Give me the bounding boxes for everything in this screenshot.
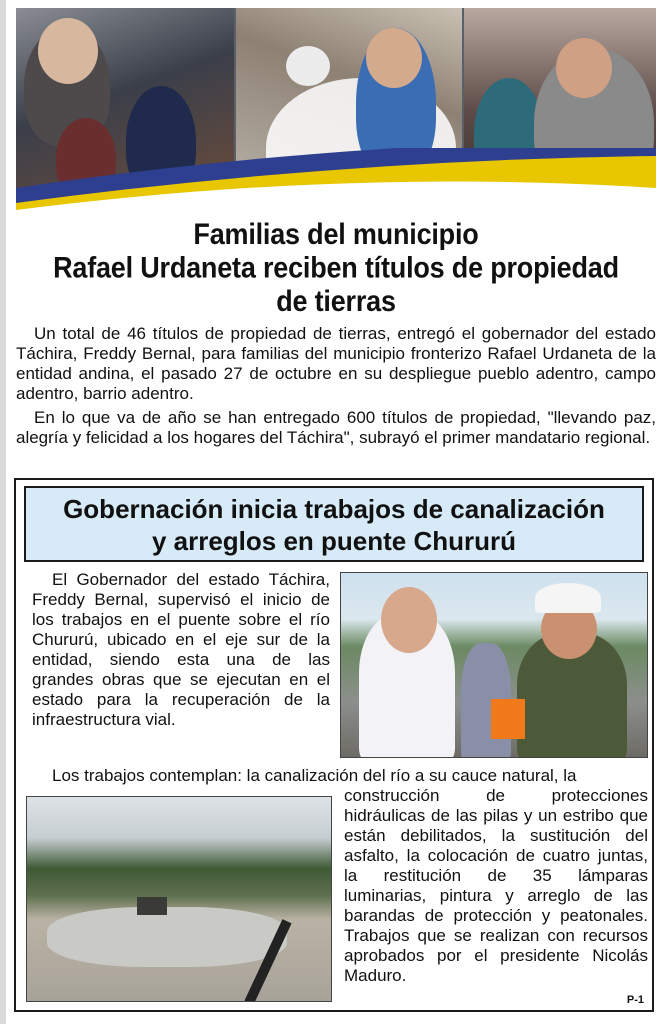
photo-banner: [16, 8, 656, 214]
article-title: [16, 218, 656, 318]
bridge-paragraph-1: [32, 570, 330, 730]
banner-swoosh: [16, 148, 656, 214]
photo-figure: [381, 587, 437, 653]
excavator-shape: [137, 897, 167, 915]
photo-figure: [286, 46, 330, 86]
page-edge: [0, 0, 6, 1024]
bridge-paragraph-2-start: Los trabajos contemplan: la canalización del río a su cauce natural, la: [52, 766, 577, 785]
bridge-paragraph-2-rest: construcción de protecciones hidráulicas de las pilas y un estribo que están debilitados, la sustitución del asfalto, la colocación de cuatro juntas, la restitución de 35 lámparas luminarias, pintura y arreglo de las barandas de protección y peatonales. Trabajos que se realizan con recursos aprobados por el presidente Nicolás Maduro.: [344, 786, 648, 985]
helmet-shape: [535, 583, 601, 613]
page-number: P-1: [626, 994, 644, 1006]
photo-river-works: [26, 796, 332, 1002]
paragraph: Un total de 46 títulos de propiedad de tierras, entregó el gobernador del estado Táchira, Freddy Bernal, para familias del municipio fronterizo Rafael Urdaneta de la entidad andina, el pasado 27 de octubre en su despliegue pueblo adentro, campo adentro, barrio adentro.: [16, 324, 656, 403]
photo-figure: [366, 28, 422, 88]
title-line: Rafael Urdaneta reciben títulos de propiedad: [53, 251, 619, 285]
bridge-headline: [24, 486, 644, 562]
photo-figure: [38, 18, 98, 84]
river-shape: [47, 907, 287, 967]
article-body: [16, 324, 656, 452]
headline-line: Gobernación inicia trabajos de canalización: [63, 494, 605, 524]
headline-line: y arreglos en puente Chururú: [151, 526, 517, 556]
orange-bag-shape: [491, 699, 525, 739]
bridge-article-frame: [14, 478, 654, 1012]
photo-figure: [556, 38, 612, 98]
paragraph: El Gobernador del estado Táchira, Freddy Bernal, supervisó el inicio de los trabajos en el puente sobre el río Chururú, ubicado en el eje sur de la entidad, siendo esta una de las grandes obras que se ejecutan en el estado para la recuperación de la infraestructura vial.: [32, 570, 330, 729]
paragraph: En lo que va de año se han entregado 600 títulos de propiedad, "llevando paz, alegría y felicidad a los hogares del Táchira", subrayó el primer mandatario regional.: [16, 408, 656, 447]
title-line: Familias del municipio: [193, 218, 479, 251]
title-line: de tierras: [276, 285, 396, 318]
photo-governor-supervising: [340, 572, 648, 758]
